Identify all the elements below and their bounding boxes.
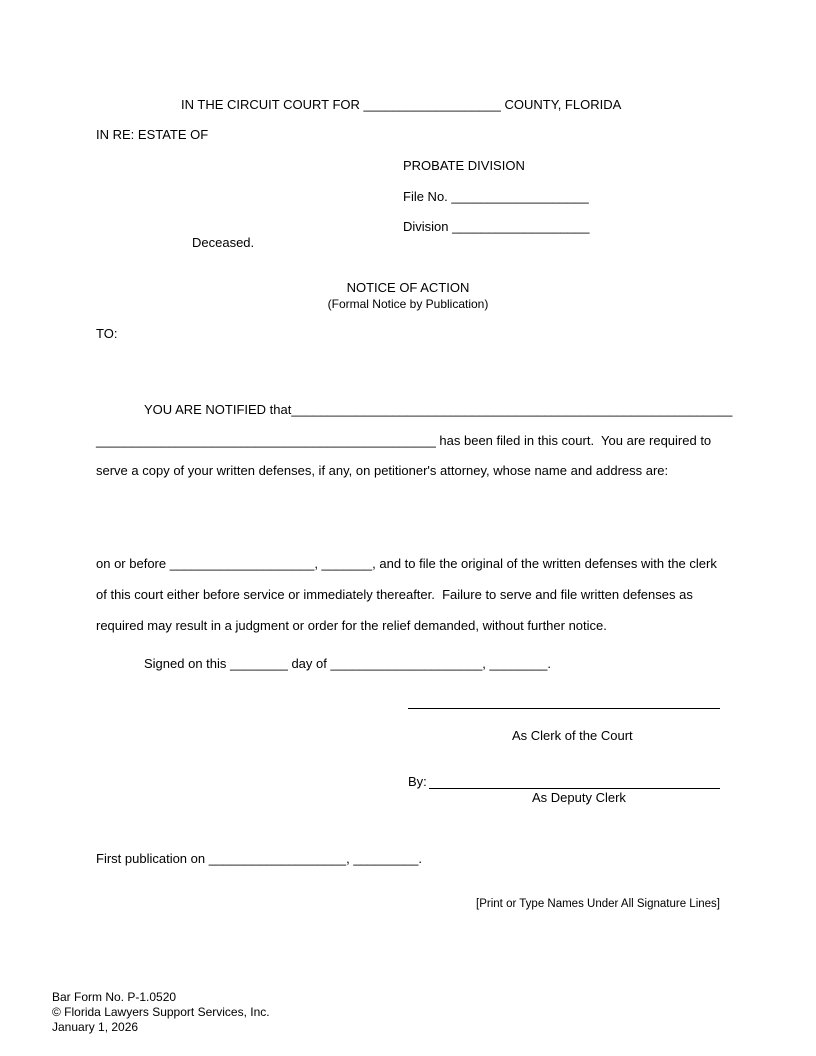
- body-line-filed: _______________________________________________ has been filed in this court. You are required to: [96, 433, 712, 448]
- body-line-serve: serve a copy of your written defenses, if any, on petitioner's attorney, whose name and address are:: [96, 463, 669, 478]
- signature-note: [Print or Type Names Under All Signature Lines]: [476, 898, 720, 910]
- by-label: By:: [408, 774, 427, 789]
- to-label: TO:: [96, 326, 118, 341]
- body-line-clerk: of this court either before service or immediately thereafter. Failure to serve and file written defenses as: [96, 587, 693, 602]
- signed-on-line: Signed on this ________ day of _____________________, ________.: [144, 656, 551, 671]
- body-line-judgment: required may result in a judgment or order for the relief demanded, without further notice.: [96, 618, 607, 633]
- body-line-notified: YOU ARE NOTIFIED that_____________________________________________________________: [144, 402, 733, 417]
- body-line-deadline: on or before ____________________, _______, and to file the original of the written defenses with the clerk: [96, 556, 717, 571]
- division-field: Division ___________________: [403, 219, 590, 234]
- document-title: NOTICE OF ACTION: [346, 280, 470, 295]
- document-subtitle: (Formal Notice by Publication): [327, 297, 489, 311]
- clerk-signature-line: [408, 708, 720, 709]
- form-date: January 1, 2026: [52, 1020, 139, 1034]
- probate-division-label: PROBATE DIVISION: [403, 158, 525, 173]
- bar-form-number: Bar Form No. P-1.0520: [52, 990, 177, 1004]
- deputy-signature-line: [429, 788, 720, 789]
- deceased-label: Deceased.: [192, 235, 255, 250]
- in-re-estate-label: IN RE: ESTATE OF: [96, 127, 209, 142]
- copyright-line: © Florida Lawyers Support Services, Inc.: [52, 1005, 270, 1019]
- clerk-of-court-label: As Clerk of the Court: [512, 728, 633, 743]
- file-number-field: File No. ___________________: [403, 189, 589, 204]
- first-publication-line: First publication on ___________________, _________.: [96, 851, 422, 866]
- court-caption: IN THE CIRCUIT COURT FOR ___________________ COUNTY, FLORIDA: [181, 97, 622, 112]
- deputy-clerk-label: As Deputy Clerk: [532, 790, 626, 805]
